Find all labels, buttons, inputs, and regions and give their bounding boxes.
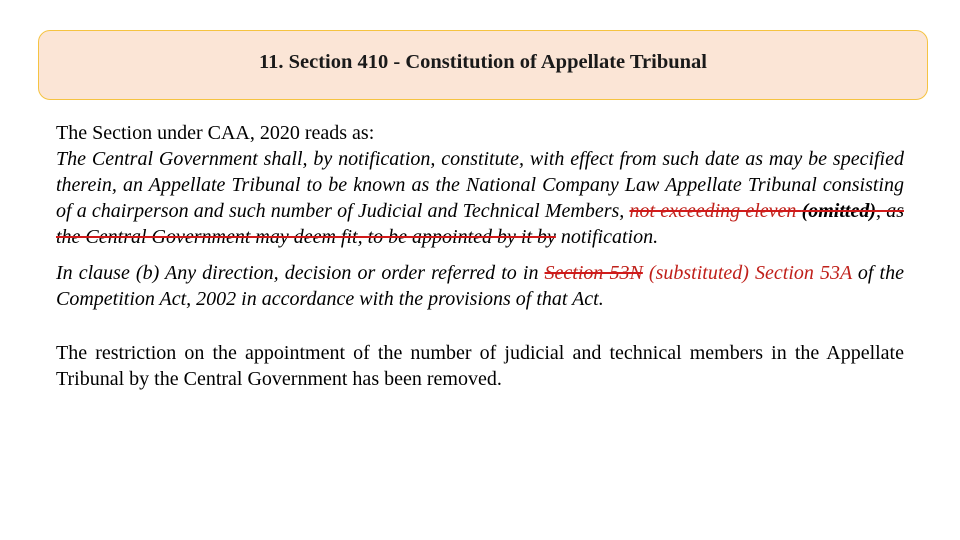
omitted-label: (omitted): [801, 200, 877, 222]
clause-text-part1: In clause (b) Any direction, decision or order referred to in: [56, 262, 545, 284]
slide-title-box: [38, 30, 928, 100]
quote-text-part2: notification.: [555, 226, 659, 248]
quote-text-part1: The Central Government shall, by notification, constitute, with effect from such date as may be specified therein, an Appellate Tribunal to be known as the National Company Law Appellate Tribunal consisting of a chairperson and such number of Judicial and Technical Members,: [56, 148, 904, 222]
section-quote: [56, 146, 904, 250]
struck-section-53n: Section 53N: [544, 262, 643, 284]
slide-title: 11. Section 410 - Constitution of Appellate Tribunal: [258, 50, 708, 73]
struck-text-deem-fit: , as the Central Government may deem fit, to be appointed by it by: [56, 200, 904, 248]
clause-text-part2: of the Competition Act, 2002 in accordance with the provisions of that Act.: [56, 262, 904, 310]
clause-b-text: [56, 260, 904, 312]
summary-text: The restriction on the appointment of the number of judicial and technical members in the Appellate Tribunal by the Central Government has been removed.: [56, 342, 904, 390]
struck-text-not-exceeding-eleven: not exceeding eleven: [629, 200, 802, 222]
intro-text: The Section under CAA, 2020 reads as:: [56, 122, 375, 144]
slide-body: [56, 120, 904, 392]
substituted-section-53a: (substituted) Section 53A: [642, 262, 852, 284]
